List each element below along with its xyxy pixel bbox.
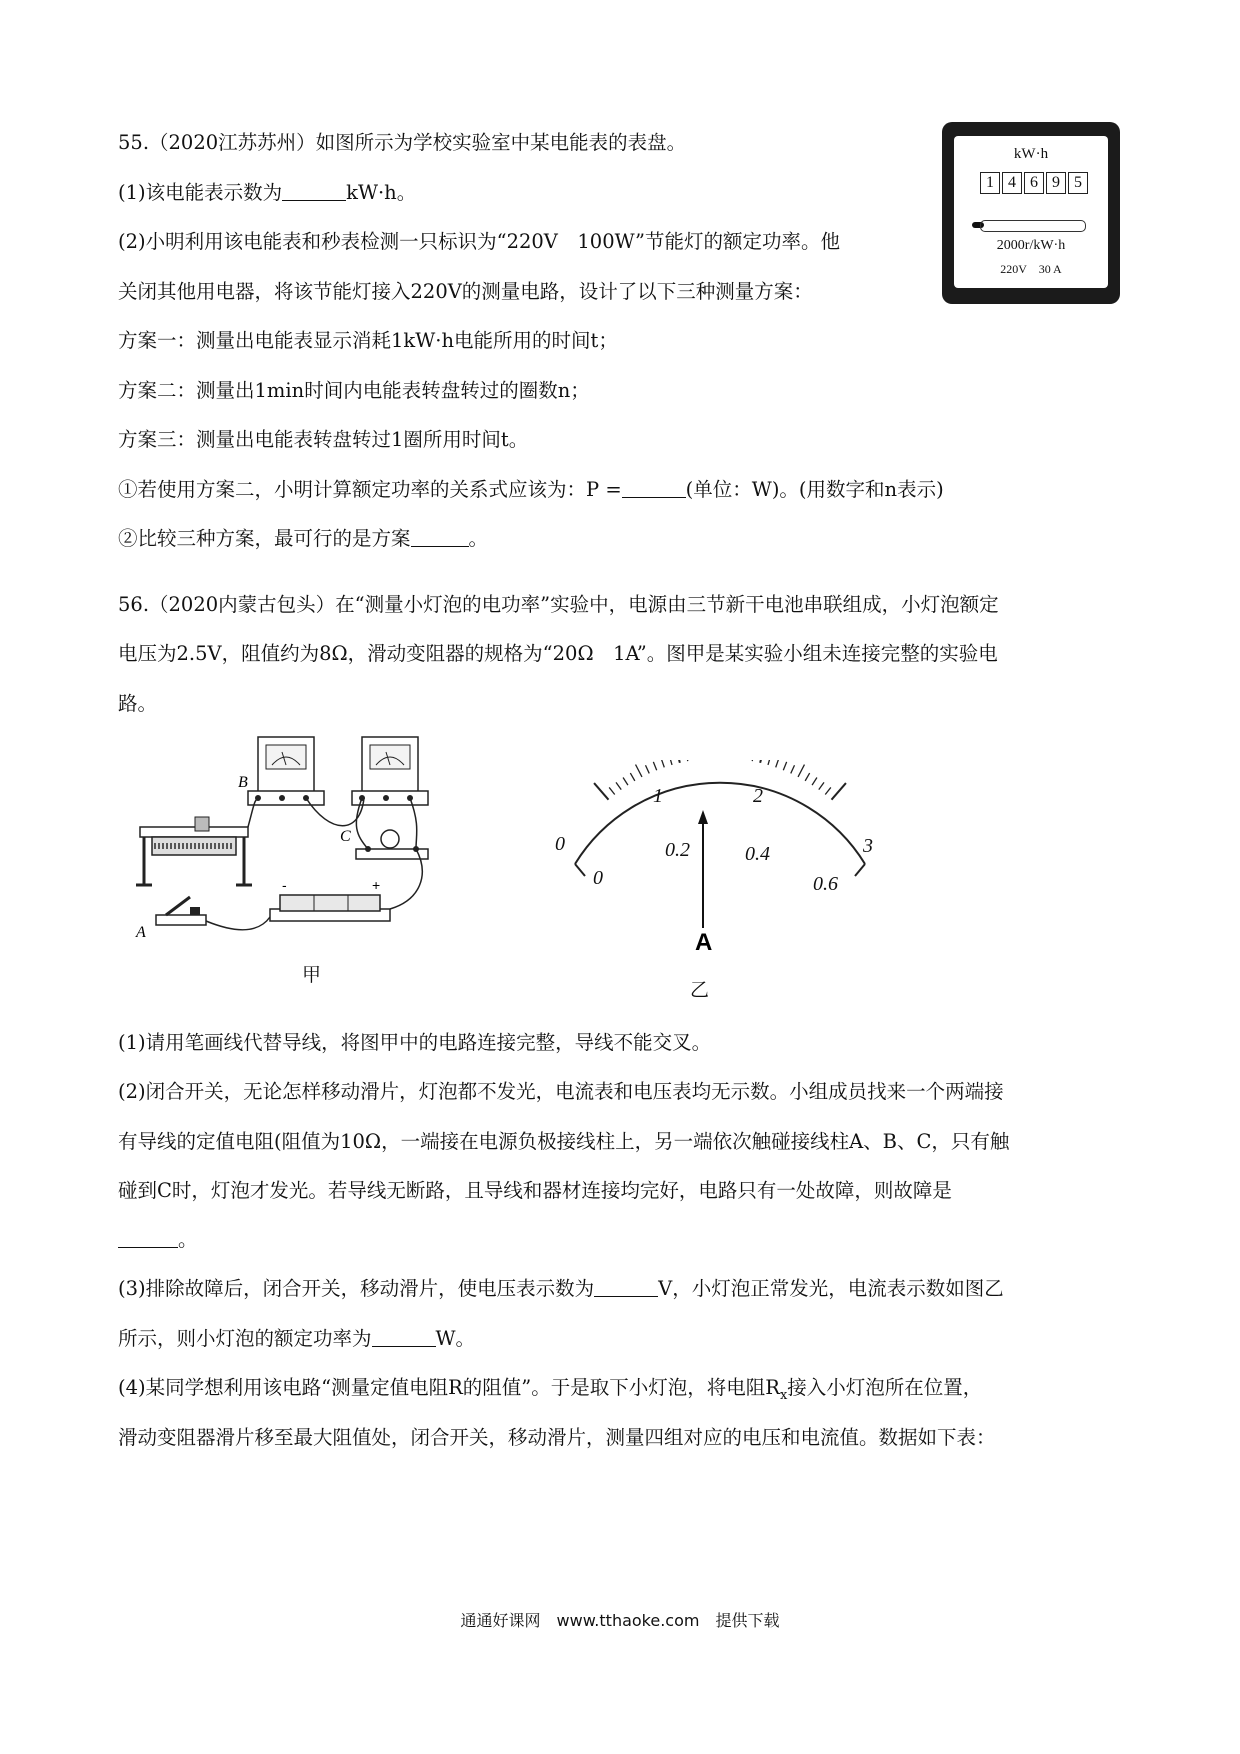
meter-unit: kW·h xyxy=(1013,146,1049,162)
needle-tip-icon xyxy=(698,810,708,824)
battery-icon xyxy=(270,895,390,921)
q56-part3-tail: V，小灯泡正常发光，电流表示数如图乙 xyxy=(658,1277,1004,1300)
q56-part4-tail: 接入小灯泡所在位置， xyxy=(787,1376,983,1399)
label-a: A xyxy=(136,924,146,941)
rotating-disk-icon xyxy=(980,220,1086,232)
major-label: 1 xyxy=(653,785,663,807)
q56-part2-end: 。 xyxy=(178,1228,198,1251)
meter-constant: 2000r/kW·h xyxy=(996,238,1066,253)
label-c: C xyxy=(340,828,351,845)
minor-label: 0 xyxy=(593,867,603,889)
q56-title-line2: 电压为2.5V，阻值约为8Ω，滑动变阻器的规格为“20Ω 1A”。图甲是某实验小组未连接完整的实验电 xyxy=(118,642,998,665)
voltmeter-icon xyxy=(352,737,428,805)
major-label: 0 xyxy=(555,833,565,855)
q56-title-line3: 路。 xyxy=(118,692,158,715)
ammeter-dial xyxy=(545,760,885,960)
q56-part4-line1 xyxy=(118,1375,982,1409)
dial-tick xyxy=(686,760,688,761)
dial-tick xyxy=(616,782,621,789)
q55-title: 55.（2020江苏苏州）如图所示为学校实验室中某电能表的表盘。 xyxy=(118,131,687,154)
q56-part3-line1 xyxy=(118,1276,1004,1302)
q55-sub2-text: ②比较三种方案，最可行的是方案 xyxy=(118,527,411,550)
q55-sub1 xyxy=(118,477,944,503)
circuit-diagram xyxy=(130,725,470,950)
q55-part1-unit: kW·h。 xyxy=(346,181,417,204)
dial-tick xyxy=(825,787,831,794)
answer-blank[interactable] xyxy=(622,477,686,498)
major-label: 3 xyxy=(863,835,873,857)
ammeter-icon xyxy=(248,737,324,805)
meter-digit: 1 xyxy=(980,172,1000,194)
meter-dial xyxy=(954,136,1108,288)
meter-digits xyxy=(980,172,1090,194)
q55-plan2: 方案二：测量出1min时间内电能表转盘转过的圈数n； xyxy=(118,379,590,402)
dial-tick xyxy=(819,782,824,789)
meter-digit: 5 xyxy=(1068,172,1088,194)
rheostat-icon xyxy=(136,817,252,885)
q56-part1: (1)请用笔画线代替导线，将图甲中的电路连接完整，导线不能交叉。 xyxy=(118,1031,712,1054)
dial-tick xyxy=(646,765,650,773)
dial-scale xyxy=(594,760,846,800)
q56-part3-tail2: W。 xyxy=(435,1327,476,1350)
dial-tick xyxy=(623,778,628,786)
major-label: 2 xyxy=(753,785,763,807)
q55-sub1-text: ①若使用方案二，小明计算额定功率的关系式应该为：P = xyxy=(118,478,622,501)
switch-icon xyxy=(156,897,206,925)
dial-tick xyxy=(791,765,795,773)
q55-sub1-tail: (单位：W)。(用数字和n表示) xyxy=(685,478,944,501)
dial-tick xyxy=(805,773,810,781)
page-footer: 通通好课网 www.tthaoke.com 提供下载 xyxy=(460,1611,780,1630)
dial-tick xyxy=(675,760,680,763)
answer-blank[interactable] xyxy=(118,1227,178,1248)
answer-blank[interactable] xyxy=(594,1276,658,1297)
q56-part4-text: (4)某同学想利用该电路“测量定值电阻R的阻值”。于是取下小灯泡，将电阻R xyxy=(118,1376,780,1399)
ammeter-symbol: A xyxy=(695,929,713,956)
minor-label: 0.4 xyxy=(745,843,770,865)
q55-sub2-tail: 。 xyxy=(468,527,489,550)
q55-plan3: 方案三：测量出电能表转盘转过1圈所用时间t。 xyxy=(118,428,529,451)
dial-tick xyxy=(752,760,754,761)
answer-blank[interactable] xyxy=(372,1326,436,1347)
dial-tick xyxy=(798,765,804,777)
minor-label: 0.6 xyxy=(813,873,838,895)
answer-blank[interactable] xyxy=(411,526,469,547)
q56-part2-line3: 碰到C时，灯泡才发光。若导线无断路，且导线和器材连接均完好，电路只有一处故障，则故障是 xyxy=(118,1179,952,1202)
figure-label-jia: 甲 xyxy=(302,964,322,986)
dial-tick xyxy=(661,760,664,767)
dial-tick xyxy=(783,762,786,770)
dial-tick xyxy=(669,760,672,765)
energy-meter-figure xyxy=(942,122,1120,304)
q55-part1-text: (1)该电能表示数为 xyxy=(118,181,283,204)
dial-tick xyxy=(630,773,635,781)
q56-part4-line2: 滑动变阻器滑片移至最大阻值处，闭合开关，移动滑片，测量四组对应的电压和电流值。数据如下表： xyxy=(118,1426,996,1449)
dial-tick xyxy=(776,760,779,767)
dial-tick xyxy=(812,778,817,786)
answer-blank[interactable] xyxy=(282,180,346,201)
q56-part2-line2: 有导线的定值电阻(阻值为10Ω，一端接在电源负极接线柱上，另一端依次触碰接线柱A、B、C，只有触 xyxy=(118,1130,1010,1153)
q55-sub2 xyxy=(118,526,488,552)
meter-digit: 9 xyxy=(1046,172,1066,194)
label-minus: - xyxy=(282,877,287,893)
q55-plan1: 方案一：测量出电能表显示消耗1kW·h电能所用的时间t； xyxy=(118,329,618,352)
dial-tick xyxy=(609,787,615,794)
dial-tick xyxy=(760,760,765,763)
meter-rating: 220V 30 A xyxy=(1000,262,1062,276)
figure-label-yi: 乙 xyxy=(690,979,710,1001)
subscript-x: x xyxy=(779,1387,788,1403)
q56-title-line1: 56.（2020内蒙古包头）在“测量小灯泡的电功率”实验中，电源由三节新干电池串联组成，小灯泡额定 xyxy=(118,593,999,616)
q55-part2-line1: (2)小明利用该电能表和秒表检测一只标识为“220V 100W”节能灯的额定功率。他 xyxy=(118,230,840,253)
meter-digit: 4 xyxy=(1002,172,1022,194)
dial-tick xyxy=(653,762,656,770)
q56-part3-text2: 所示，则小灯泡的额定功率为 xyxy=(118,1327,372,1350)
meter-digit: 6 xyxy=(1024,172,1044,194)
q56-part3-text: (3)排除故障后，闭合开关，移动滑片，使电压表示数为 xyxy=(118,1277,595,1300)
dial-tick xyxy=(636,765,642,777)
minor-label: 0.2 xyxy=(665,839,690,861)
q55-part2-line2: 关闭其他用电器，将该节能灯接入220V的测量电路，设计了以下三种测量方案： xyxy=(118,280,813,303)
q55-part1 xyxy=(118,180,416,206)
label-plus: + xyxy=(372,877,381,893)
q56-part3-line2 xyxy=(118,1326,475,1352)
q56-part2-line4 xyxy=(118,1227,198,1253)
dial-tick xyxy=(594,783,608,800)
dial-tick xyxy=(768,760,771,765)
q56-part2-line1: (2)闭合开关，无论怎样移动滑片，灯泡都不发光，电流表和电压表均无示数。小组成员找来一个两端接 xyxy=(118,1080,1004,1103)
label-b: B xyxy=(238,774,248,791)
dial-tick xyxy=(832,783,846,800)
